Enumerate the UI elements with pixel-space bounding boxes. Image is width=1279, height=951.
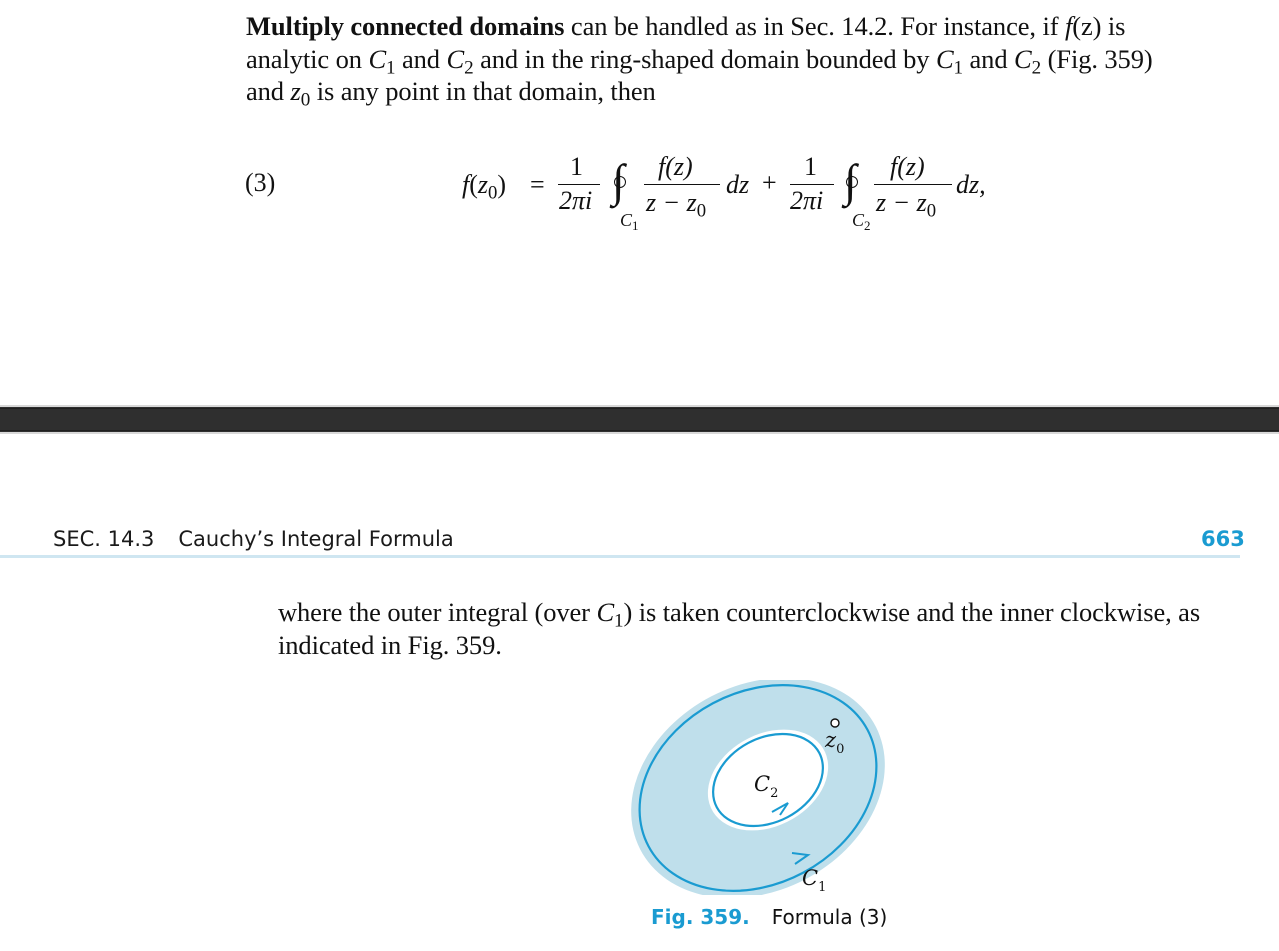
label-c1: $C_1$ bbox=[802, 866, 827, 895]
running-header bbox=[53, 527, 454, 551]
label-c2: $C_2$ bbox=[754, 772, 779, 801]
term2-dz: dz, bbox=[956, 170, 986, 199]
paragraph-line-2: indicated in Fig. 359. bbox=[278, 629, 502, 660]
contour-integral-icon: ∫ bbox=[844, 155, 857, 206]
term1-fraction-bar bbox=[644, 184, 720, 185]
section-number: SEC. 14.3 bbox=[53, 527, 155, 551]
contour-circle-icon bbox=[846, 176, 858, 188]
page-number: 663 bbox=[1201, 527, 1245, 551]
equation-number: (3) bbox=[245, 168, 276, 197]
term1-coef-denominator: 2πi bbox=[559, 186, 593, 215]
paragraph-line-1: Multiply connected domains can be handled as in Sec. 14.2. For instance, if f(z) is bbox=[246, 11, 1126, 41]
equals-sign: = bbox=[530, 170, 545, 199]
plus-sign: + bbox=[762, 168, 777, 197]
paragraph-line-1: where the outer integral (over $C_1$) is taken counterclockwise and the inner clockwise, as bbox=[278, 597, 1201, 632]
term1-denominator: $z - z_0$ bbox=[646, 188, 707, 222]
header-rule bbox=[0, 555, 1240, 558]
page-divider-bar bbox=[0, 405, 1279, 434]
term1-contour-label: $C_1$ bbox=[620, 210, 639, 233]
intro-paragraph bbox=[246, 10, 1208, 111]
figure-359-ring-domain bbox=[620, 680, 900, 895]
figure-caption-text: Formula (3) bbox=[771, 905, 888, 929]
term2-fraction-bar bbox=[874, 184, 952, 185]
term2-denominator: $z - z_0$ bbox=[876, 188, 937, 222]
term2-numerator: f(z) bbox=[890, 152, 925, 181]
page-divider-inner bbox=[0, 408, 1279, 431]
label-z0: $z_0$ bbox=[825, 728, 845, 757]
paragraph-line-3: and $z_0$ is any point in that domain, then bbox=[246, 76, 656, 111]
figure-caption bbox=[651, 905, 887, 929]
paragraph-line-2: analytic on $C_1$ and $C_2$ and in the ring-shaped domain bounded by $C_1$ and $C_2$ (Fig. 359) bbox=[246, 43, 1153, 79]
contour-integral-icon: ∫ bbox=[612, 155, 625, 206]
term1-dz: dz bbox=[726, 170, 750, 199]
figure-number: Fig. 359. bbox=[651, 905, 750, 929]
point-z0-icon bbox=[831, 719, 839, 727]
contour-circle-icon bbox=[614, 176, 626, 188]
term2-coef-numerator: 1 bbox=[804, 152, 817, 181]
term2-contour-label: $C_2$ bbox=[852, 210, 871, 233]
section-title: Cauchy’s Integral Formula bbox=[178, 527, 454, 551]
top-page bbox=[0, 0, 1279, 405]
term2-coef-denominator: 2πi bbox=[790, 186, 824, 215]
term1-numerator: f(z) bbox=[658, 152, 693, 181]
term1-coef-numerator: 1 bbox=[570, 152, 583, 181]
explanation-paragraph bbox=[278, 596, 1240, 661]
equation-lhs: $f(z_0)$ bbox=[462, 170, 507, 204]
bold-lead: Multiply connected domains bbox=[246, 11, 565, 41]
